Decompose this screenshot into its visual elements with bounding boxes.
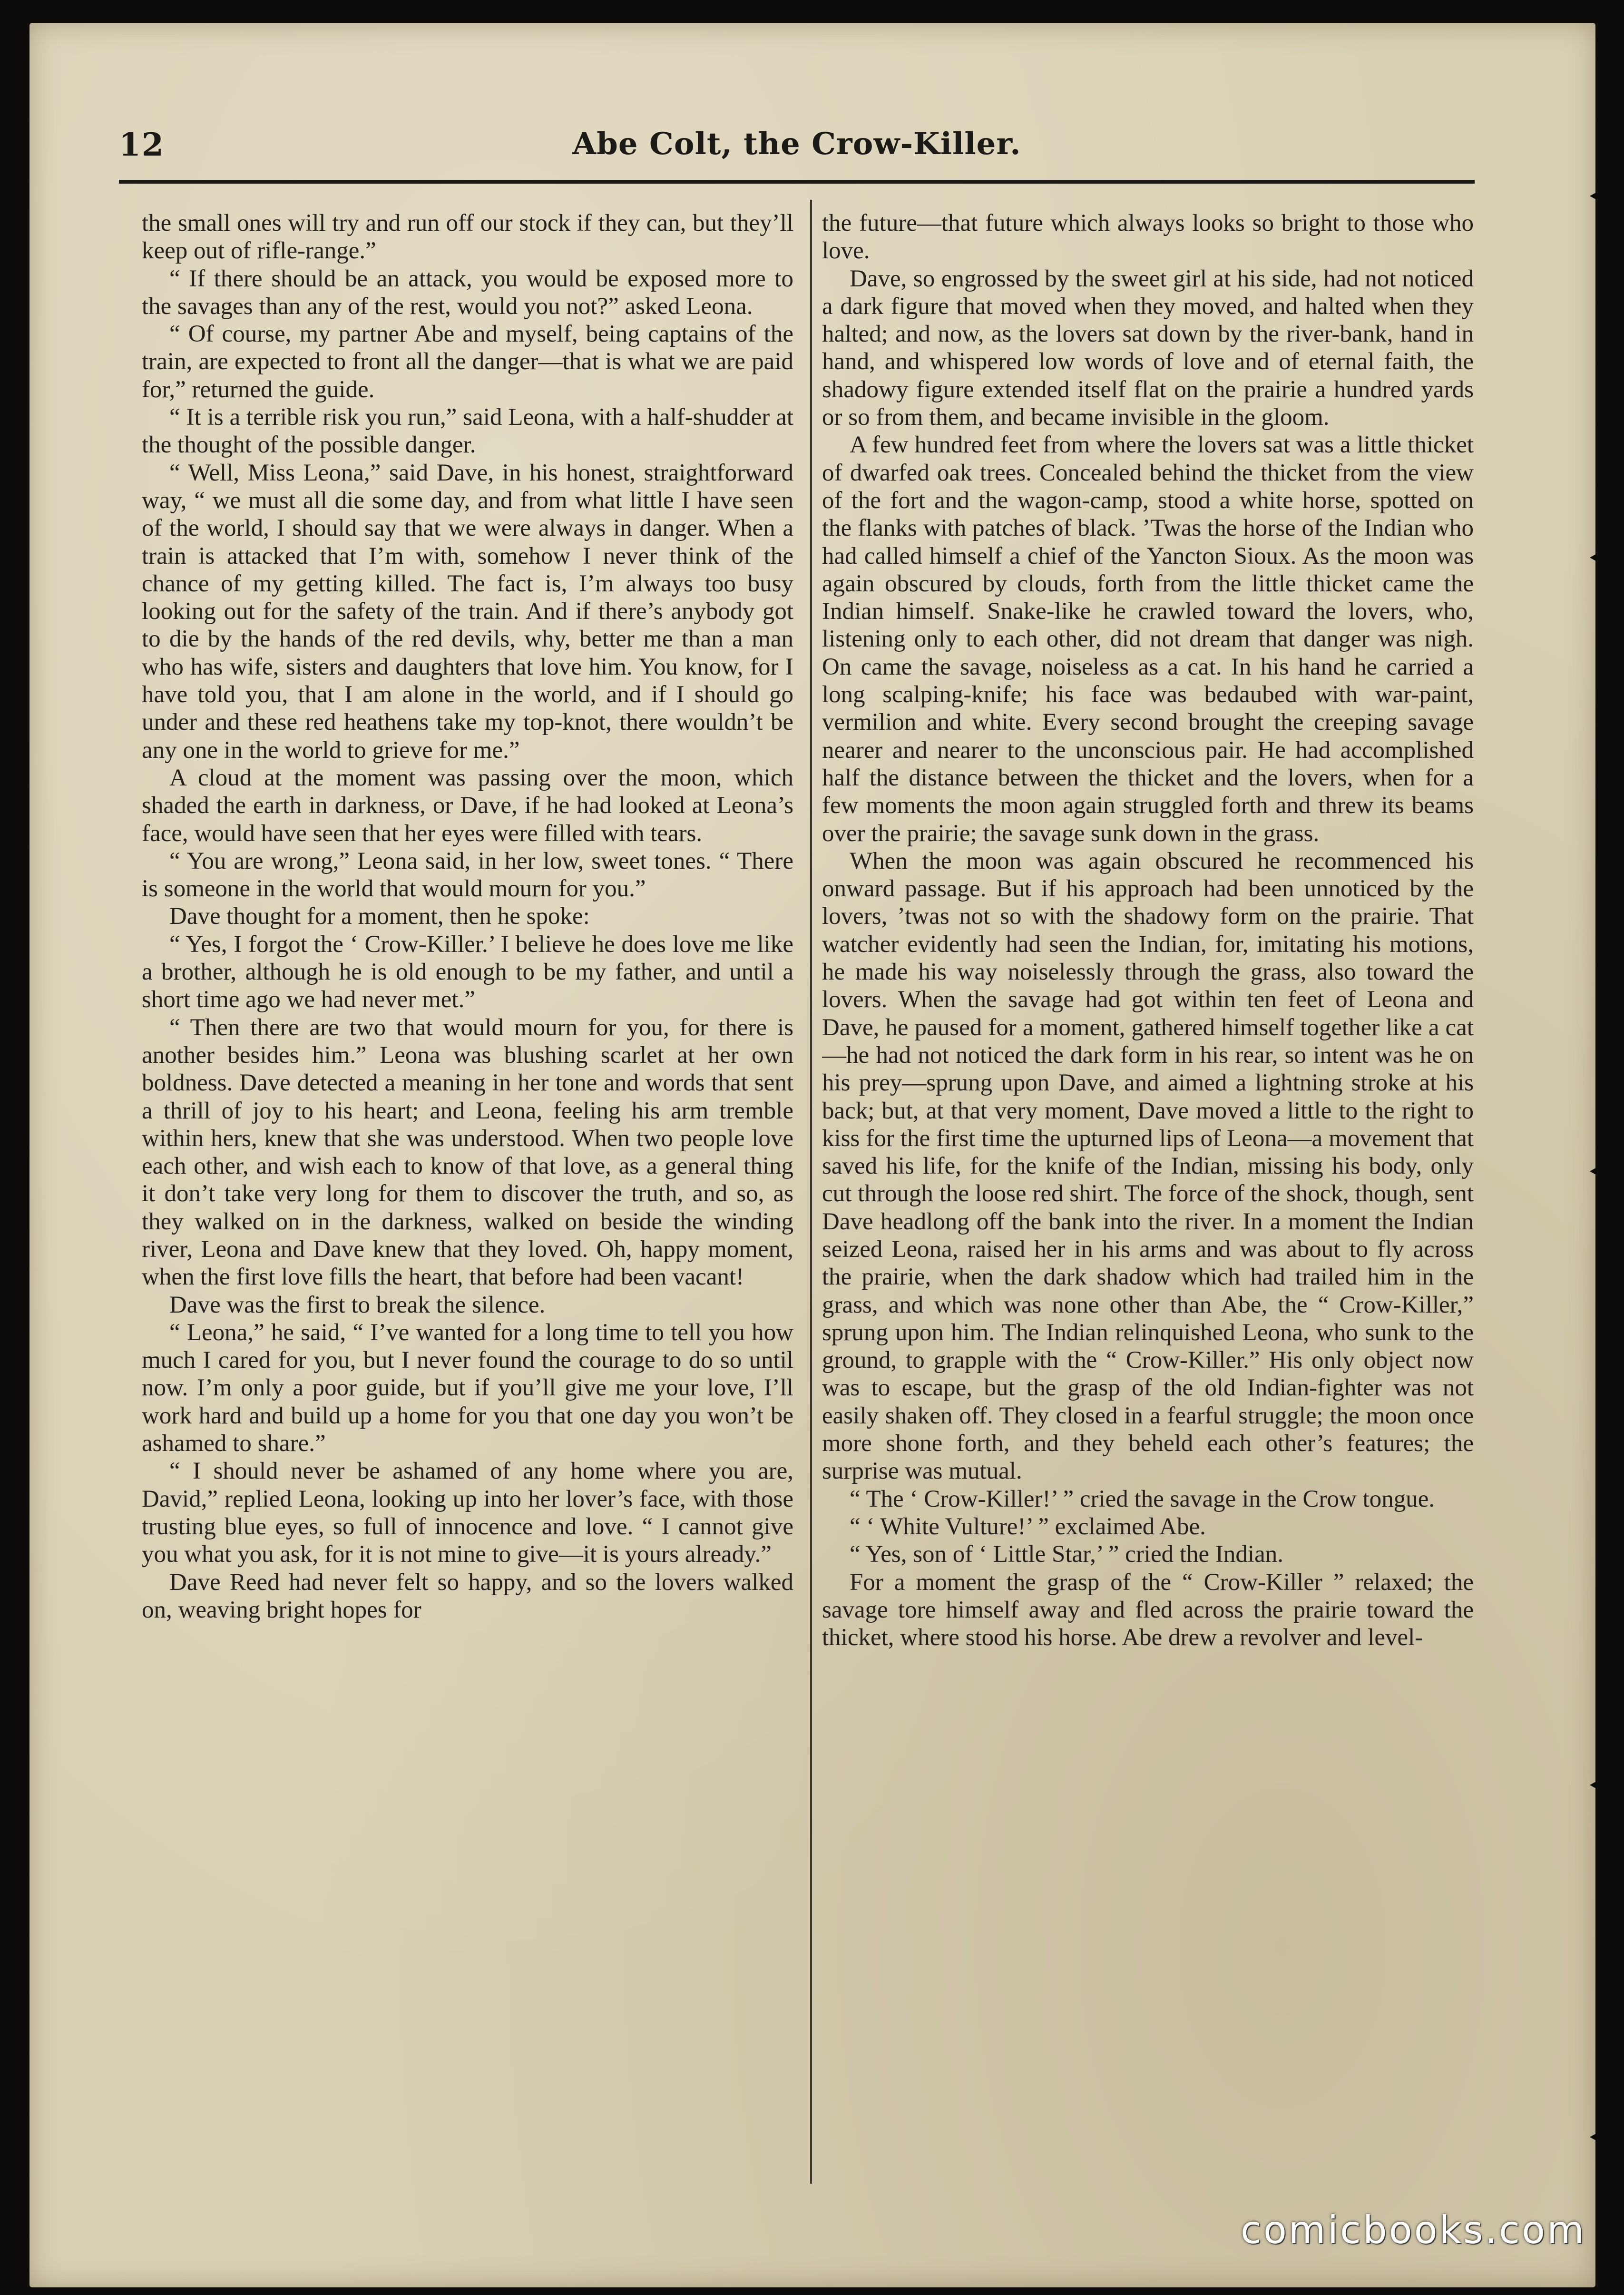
paragraph: “ Well, Miss Leona,” said Dave, in his honest, straightforward way, “ we must all die some day, and from what little I have seen of the world, I should say that we were always in danger. When a train is attacked that I’m with, somehow I never think of the chance of my getting killed. The fact is, I’m always too busy looking out for the safety of the train. And if there’s anybody got to die by the hands of the red devils, why, better me than a man who has wife, sisters and daughters that love him. You know, for I have told you, that I am alone in the world, and if I should go under and these red heathens take my top-knot, there wouldn’t be any one in the world to grieve for me.” <box>142 459 793 764</box>
page-number: 12 <box>119 126 165 163</box>
binding-staple-mark <box>1590 2127 1609 2148</box>
running-title: Abe Colt, the Crow-Killer. <box>572 126 1021 162</box>
paragraph: Dave Reed had never felt so happy, and so the lovers walked on, weaving bright hopes for <box>142 1569 793 1623</box>
paragraph: Dave thought for a moment, then he spoke: <box>169 903 590 930</box>
paragraph: When the moon was again obscured he recommenced his onward passage. But if his approach had been unnoticed by the lovers, ’twas not so with the shadowy form on the prairie. That watcher evidently had seen the Indian, for, imitating his motions, he made his way noiselessly through the grass, also toward the lovers. When the savage had got within ten feet of Leona and Dave, he paused for a moment, gathered himself together like a cat—he had not noticed the dark form in his rear, so intent was he on his prey—sprung upon Dave, and aimed a lightning stroke at his back; but, at that very moment, Dave moved a little to the right to kiss for the first time the upturned lips of Leona—a movement that saved his life, for the knife of the Indian, missing his body, only cut through the loose red shirt. The force of the shock, though, sent Dave headlong off the bank into the river. In a moment the Indian seized Leona, raised her in his arms and was about to fly across the prairie, when the dark shadow which had trailed him in the grass, and which was none other than Abe, the “ Crow-Killer,” sprung upon him. The Indian relinquished Leona, who sunk to the ground, to grapple with the “ Crow-Killer.” His only object now was to escape, but the grasp of the old Indian-fighter was not easily shaken off. They closed in a fearful struggle; the moon once more shone forth, and they beheld each other’s features; the surprise was mutual. <box>822 847 1474 1485</box>
binding-staple-mark <box>1590 1161 1609 1182</box>
paragraph: “ It is a terrible risk you run,” said Leona, with a half-shudder at the thought of the possible danger. <box>142 404 793 459</box>
header-rule <box>119 180 1475 184</box>
left-column <box>142 209 793 2184</box>
paragraph: “ Yes, son of ‘ Little Star,’ ” cried the Indian. <box>850 1541 1283 1568</box>
paragraph: A cloud at the moment was passing over the moon, which shaded the earth in darkness, or Dave, if he had looked at Leona’s face, would have seen that her eyes were filled with tears. <box>142 764 793 847</box>
paragraph: A few hundred feet from where the lovers sat was a little thicket of dwarfed oak trees. Concealed behind the thicket from the view of the fort and the wagon-camp, stood a white horse, spotted on the flanks with patches of black. ’Twas the horse of the Indian who had called himself a chief of the Yancton Sioux. As the moon was again obscured by clouds, forth from the little thicket came the Indian himself. Snake-like he crawled toward the lovers, who, listening only to each other, did not dream that danger was nigh. On came the savage, noiseless as a cat. In his hand he carried a long scalping-knife; his face was bedaubed with war-paint, vermilion and white. Every second brought the creeping savage nearer and nearer to the unconscious pair. He had accomplished half the distance between the thicket and the lovers, when for a few moments the moon again struggled forth and threw its beams over the prairie; the savage sunk down in the grass. <box>822 432 1474 847</box>
page-header <box>119 121 1475 174</box>
paragraph: Dave was the first to break the silence. <box>169 1291 546 1318</box>
paragraph: “ If there should be an attack, you would be exposed more to the savages than any of the rest, would you not?” asked Leona. <box>142 265 793 320</box>
paragraph: “ ‘ White Vulture!’ ” exclaimed Abe. <box>850 1513 1206 1540</box>
paragraph: “ Then there are two that would mourn for you, for there is another besides him.” Leona was blushing scarlet at her own boldness. Dave detected a meaning in her tone and words that sent a thrill of joy to his heart; and Leona, feeling his arm tremble within hers, knew that she was understood. When two people love each other, and wish each to know of that love, as a general thing it don’t take very long for them to discover the truth, and so, as they walked on in the darkness, walked on beside the winding river, Leona and Dave knew that they loved. Oh, happy moment, when the first love fills the heart, that before had been vacant! <box>142 1014 793 1291</box>
paragraph: “ Yes, I forgot the ‘ Crow-Killer.’ I believe he does love me like a brother, although he is old enough to be my father, and until a short time ago we had never met.” <box>142 931 793 1013</box>
paragraph: “ The ‘ Crow-Killer!’ ” cried the savage in the Crow tongue. <box>850 1485 1435 1512</box>
paragraph: For a moment the grasp of the “ Crow-Killer ” relaxed; the savage tore himself away and fled across the prairie toward the thicket, where stood his horse. Abe drew a revolver and level- <box>822 1569 1474 1651</box>
paragraph: the small ones will try and run off our stock if they can, but they’ll keep out of rifle-range.” <box>142 210 793 265</box>
right-column <box>822 209 1474 2184</box>
binding-staple-mark <box>1590 1775 1609 1795</box>
paragraph: “ I should never be ashamed of any home where you are, David,” replied Leona, looking up into her lover’s face, with those trusting blue eyes, so full of innocence and love. “ I cannot give you what you ask, for it is not mine to give—it is yours already.” <box>142 1458 793 1568</box>
column-divider <box>810 200 812 2184</box>
binding-staple-mark <box>1590 186 1609 206</box>
paragraph: “ You are wrong,” Leona said, in her low, sweet tones. “ There is someone in the world that would mourn for you.” <box>142 847 793 902</box>
paragraph: “ Of course, my partner Abe and myself, being captains of the train, are expected to front all the danger—that is what we are paid for,” returned the guide. <box>142 321 793 403</box>
paragraph: “ Leona,” he said, “ I’ve wanted for a long time to tell you how much I cared for you, but I never found the courage to do so until now. I’m only a poor guide, but if you’ll give me your love, I’ll work hard and build up a home for you that one day you won’t be ashamed to share.” <box>142 1319 793 1457</box>
paragraph: Dave, so engrossed by the sweet girl at his side, had not noticed a dark figure that moved when they moved, and halted when they halted; and now, as the lovers sat down by the river-bank, hand in hand, and whispered low words of love and of eternal faith, the shadowy figure extended itself flat on the prairie a hundred yards or so from them, and became invisible in the gloom. <box>822 265 1474 431</box>
watermark: comicbooks.com <box>1240 2208 1586 2252</box>
paragraph: the future—that future which always looks so bright to those who love. <box>822 210 1474 265</box>
binding-staple-mark <box>1590 547 1609 568</box>
